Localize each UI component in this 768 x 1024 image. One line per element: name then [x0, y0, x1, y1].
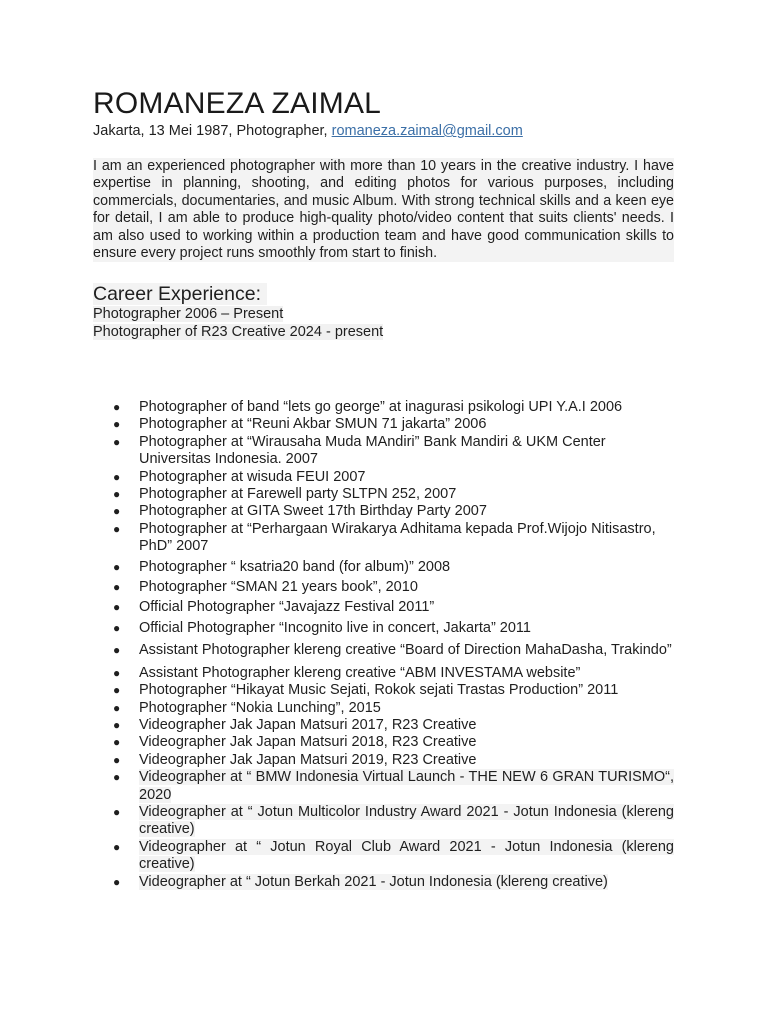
contact-line	[93, 122, 674, 140]
role-line: Photographer of R23 Creative 2024 - present	[93, 324, 384, 341]
role-line: Photographer 2006 – Present	[93, 306, 284, 323]
email-link[interactable]: romaneza.zaimal@gmail.com	[331, 123, 523, 139]
list-item: ● Assistant Photographer klereng creative “ABM INVESTAMA website”	[113, 664, 581, 681]
list-item: ● Videographer at “ Jotun Berkah 2021 - Jotun Indonesia (klereng creative)	[113, 873, 608, 890]
list-item: ● Photographer at “Wirausaha Muda MAndiri” Bank Mandiri & UKM Center Universitas Indonesia. 2007	[113, 433, 606, 468]
list-item: ● Photographer at GITA Sweet 17th Birthday Party 2007	[113, 503, 487, 520]
list-item: ● Official Photographer “Javajazz Festival 2011”	[113, 599, 435, 616]
candidate-name: ROMANEZA ZAIMAL	[93, 87, 382, 120]
bio-paragraph: I am an experienced photographer with more than 10 years in the creative industry. I have expertise in planning, shooting, and editing photos for various purposes, including commercials, documentaries, and music Album. With strong technical skills and a keen eye for detail, I am able to produce high-quality photo/video content that suits clients' needs. I am also used to working within a production team and have good communication skills to ensure every project runs smoothly from start to finish.	[93, 158, 674, 262]
contact-info: Jakarta, 13 Mei 1987, Photographer,	[93, 123, 332, 139]
list-item: ● Photographer “Nokia Lunching”, 2015	[113, 699, 381, 716]
list-item: ● Videographer at “ BMW Indonesia Virtual Launch - THE NEW 6 GRAN TURISMO“, 2020	[113, 769, 674, 803]
list-item: ● Photographer of band “lets go george” at inagurasi psikologi UPI Y.A.I 2006	[113, 399, 623, 415]
career-heading: Career Experience:	[93, 283, 267, 305]
list-item: ● Videographer Jak Japan Matsuri 2017, R23 Creative	[113, 716, 477, 733]
list-item: ● Videographer at “ Jotun Royal Club Award 2021 - Jotun Indonesia (klereng creative)	[113, 838, 674, 873]
list-item: ● Videographer at “ Jotun Multicolor Industry Award 2021 - Jotun Indonesia (klereng creative)	[113, 803, 674, 838]
list-item: ● Photographer “ ksatria20 band (for album)” 2008	[113, 558, 451, 575]
list-item: ● Photographer at Farewell party SLTPN 252, 2007	[113, 486, 457, 503]
list-item: ● Official Photographer “Incognito live in concert, Jakarta” 2011	[113, 619, 531, 636]
list-item: ● Assistant Photographer klereng creative “Board of Direction MahaDasha, Trakindo”	[113, 642, 672, 659]
list-item: ● Photographer at wisuda FEUI 2007	[113, 468, 366, 485]
list-item: ● Videographer Jak Japan Matsuri 2018, R23 Creative	[113, 734, 477, 751]
list-item: ● Photographer at “Perhargaan Wirakarya Adhitama kepada Prof.Wijojo Nitisastro, PhD” 2007	[113, 520, 656, 555]
list-item: ● Videographer Jak Japan Matsuri 2019, R23 Creative	[113, 751, 477, 768]
resume-page	[93, 86, 674, 890]
list-item: ● Photographer “Hikayat Music Sejati, Rokok sejati Trastas Production” 2011	[113, 682, 619, 699]
list-item: ● Photographer “SMAN 21 years book”, 2010	[113, 579, 418, 596]
experience-list	[113, 399, 674, 891]
list-item: ● Photographer at “Reuni Akbar SMUN 71 jakarta” 2006	[113, 416, 487, 433]
